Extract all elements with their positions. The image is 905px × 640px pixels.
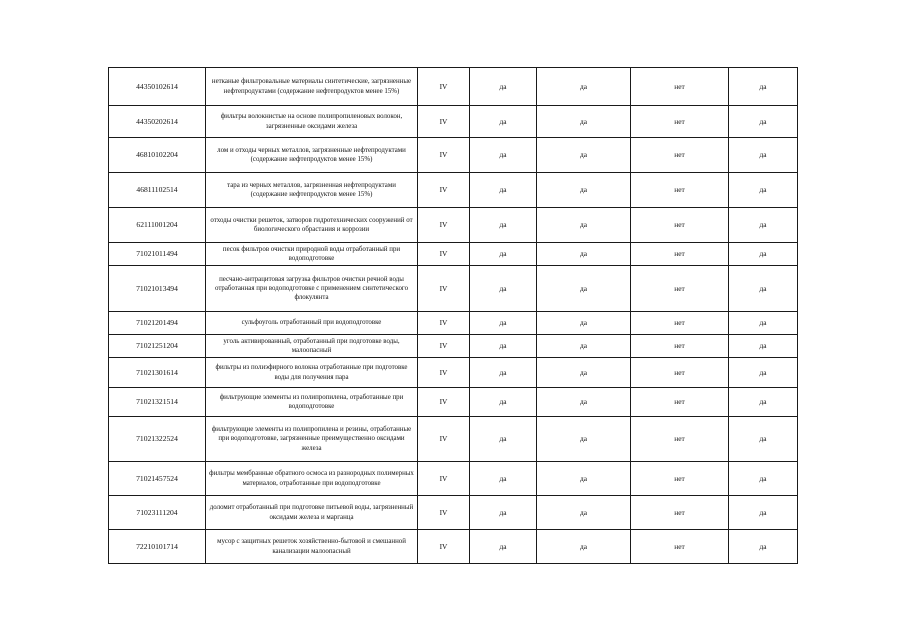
- table-row: [109, 243, 798, 266]
- table-row: [109, 358, 798, 388]
- flag-cell-2: да: [537, 266, 631, 312]
- table-row: [109, 208, 798, 243]
- flag-cell-3: нет: [631, 68, 729, 106]
- waste-code-cell: 71021457524: [109, 462, 206, 496]
- waste-code-cell: 72210101714: [109, 530, 206, 564]
- waste-code-cell: 71021321514: [109, 388, 206, 417]
- waste-code-cell: 46811102514: [109, 173, 206, 208]
- flag-cell-2: да: [537, 388, 631, 417]
- flag-cell-4: да: [729, 106, 798, 138]
- flag-cell-4: да: [729, 243, 798, 266]
- flag-cell-3: нет: [631, 417, 729, 462]
- waste-table-body: [109, 68, 798, 564]
- waste-code-cell: 44350102614: [109, 68, 206, 106]
- flag-cell-3: нет: [631, 208, 729, 243]
- flag-cell-4: да: [729, 530, 798, 564]
- waste-code-cell: 71021201494: [109, 312, 206, 335]
- waste-code-cell: 71023111204: [109, 496, 206, 530]
- flag-cell-4: да: [729, 208, 798, 243]
- waste-code-cell: 44350202614: [109, 106, 206, 138]
- table-row: [109, 68, 798, 106]
- table-row: [109, 530, 798, 564]
- flag-cell-2: да: [537, 106, 631, 138]
- flag-cell-2: да: [537, 208, 631, 243]
- flag-cell-2: да: [537, 417, 631, 462]
- flag-cell-1: да: [470, 312, 537, 335]
- flag-cell-4: да: [729, 358, 798, 388]
- flag-cell-2: да: [537, 312, 631, 335]
- waste-name-cell: доломит отработанный при подготовке питьевой воды, загрязненный оксидами железа и марганца: [206, 496, 418, 530]
- waste-code-cell: 46810102204: [109, 138, 206, 173]
- table-row: [109, 138, 798, 173]
- hazard-class-cell: IV: [418, 335, 470, 358]
- waste-name-cell: отходы очистки решеток, затворов гидротехнических сооружений от биологического обрастания и коррозии: [206, 208, 418, 243]
- table-row: [109, 312, 798, 335]
- waste-table: [108, 67, 798, 564]
- waste-name-cell: лом и отходы черных металлов, загрязненные нефтепродуктами (содержание нефтепродуктов менее 15%): [206, 138, 418, 173]
- flag-cell-1: да: [470, 106, 537, 138]
- flag-cell-3: нет: [631, 388, 729, 417]
- waste-code-cell: 71021251204: [109, 335, 206, 358]
- waste-name-cell: сульфоуголь отработанный при водоподготовке: [206, 312, 418, 335]
- hazard-class-cell: IV: [418, 417, 470, 462]
- hazard-class-cell: IV: [418, 208, 470, 243]
- waste-name-cell: песчано-антрацитовая загрузка фильтров очистки речной воды отработанная при водоподготовке с применением синтетического флокулянта: [206, 266, 418, 312]
- hazard-class-cell: IV: [418, 138, 470, 173]
- flag-cell-3: нет: [631, 358, 729, 388]
- flag-cell-4: да: [729, 68, 798, 106]
- flag-cell-3: нет: [631, 530, 729, 564]
- flag-cell-2: да: [537, 243, 631, 266]
- flag-cell-3: нет: [631, 138, 729, 173]
- flag-cell-1: да: [470, 530, 537, 564]
- flag-cell-1: да: [470, 68, 537, 106]
- waste-name-cell: уголь активированный, отработанный при подготовке воды, малоопасный: [206, 335, 418, 358]
- hazard-class-cell: IV: [418, 462, 470, 496]
- flag-cell-3: нет: [631, 266, 729, 312]
- flag-cell-1: да: [470, 496, 537, 530]
- waste-name-cell: фильтры из полиэфирного волокна отработанные при подготовке воды для получения пара: [206, 358, 418, 388]
- waste-name-cell: фильтры волокнистые на основе полипропиленовых волокон, загрязненные оксидами железа: [206, 106, 418, 138]
- hazard-class-cell: IV: [418, 496, 470, 530]
- flag-cell-2: да: [537, 462, 631, 496]
- table-row: [109, 266, 798, 312]
- waste-name-cell: фильтры мембранные обратного осмоса из разнородных полимерных материалов, отработанные при водоподготовке: [206, 462, 418, 496]
- waste-code-cell: 71021322524: [109, 417, 206, 462]
- flag-cell-1: да: [470, 388, 537, 417]
- hazard-class-cell: IV: [418, 243, 470, 266]
- flag-cell-1: да: [470, 138, 537, 173]
- flag-cell-2: да: [537, 530, 631, 564]
- table-row: [109, 335, 798, 358]
- waste-name-cell: мусор с защитных решеток хозяйственно-бытовой и смешанной канализации малоопасный: [206, 530, 418, 564]
- table-row: [109, 462, 798, 496]
- flag-cell-4: да: [729, 312, 798, 335]
- waste-code-cell: 71021011494: [109, 243, 206, 266]
- flag-cell-1: да: [470, 417, 537, 462]
- flag-cell-1: да: [470, 266, 537, 312]
- flag-cell-4: да: [729, 496, 798, 530]
- hazard-class-cell: IV: [418, 106, 470, 138]
- flag-cell-3: нет: [631, 106, 729, 138]
- waste-name-cell: тара из черных металлов, загрязненная нефтепродуктами (содержание нефтепродуктов менее 15%): [206, 173, 418, 208]
- waste-code-cell: 71021301614: [109, 358, 206, 388]
- table-row: [109, 106, 798, 138]
- flag-cell-1: да: [470, 358, 537, 388]
- flag-cell-4: да: [729, 462, 798, 496]
- flag-cell-3: нет: [631, 312, 729, 335]
- flag-cell-2: да: [537, 496, 631, 530]
- waste-name-cell: песок фильтров очистки природной воды отработанный при водоподготовке: [206, 243, 418, 266]
- flag-cell-3: нет: [631, 335, 729, 358]
- flag-cell-2: да: [537, 358, 631, 388]
- flag-cell-3: нет: [631, 462, 729, 496]
- table-row: [109, 388, 798, 417]
- flag-cell-4: да: [729, 173, 798, 208]
- flag-cell-2: да: [537, 173, 631, 208]
- waste-code-cell: 62111001204: [109, 208, 206, 243]
- flag-cell-2: да: [537, 68, 631, 106]
- flag-cell-1: да: [470, 173, 537, 208]
- flag-cell-1: да: [470, 243, 537, 266]
- flag-cell-2: да: [537, 335, 631, 358]
- table-row: [109, 496, 798, 530]
- waste-code-cell: 71021013494: [109, 266, 206, 312]
- table-row: [109, 417, 798, 462]
- waste-name-cell: фильтрующие элементы из полипропилена и резины, отработанные при водоподготовке, загрязненные преимущественно оксидами железа: [206, 417, 418, 462]
- flag-cell-2: да: [537, 138, 631, 173]
- flag-cell-3: нет: [631, 243, 729, 266]
- flag-cell-4: да: [729, 266, 798, 312]
- table-row: [109, 173, 798, 208]
- flag-cell-1: да: [470, 208, 537, 243]
- waste-name-cell: фильтрующие элементы из полипропилена, отработанные при водоподготовке: [206, 388, 418, 417]
- flag-cell-4: да: [729, 138, 798, 173]
- flag-cell-4: да: [729, 388, 798, 417]
- hazard-class-cell: IV: [418, 388, 470, 417]
- flag-cell-1: да: [470, 462, 537, 496]
- hazard-class-cell: IV: [418, 173, 470, 208]
- flag-cell-1: да: [470, 335, 537, 358]
- hazard-class-cell: IV: [418, 530, 470, 564]
- hazard-class-cell: IV: [418, 266, 470, 312]
- hazard-class-cell: IV: [418, 68, 470, 106]
- flag-cell-3: нет: [631, 173, 729, 208]
- flag-cell-4: да: [729, 335, 798, 358]
- hazard-class-cell: IV: [418, 312, 470, 335]
- hazard-class-cell: IV: [418, 358, 470, 388]
- flag-cell-4: да: [729, 417, 798, 462]
- flag-cell-3: нет: [631, 496, 729, 530]
- waste-name-cell: нетканые фильтровальные материалы синтетические, загрязненные нефтепродуктами (содержание нефтепродуктов менее 15%): [206, 68, 418, 106]
